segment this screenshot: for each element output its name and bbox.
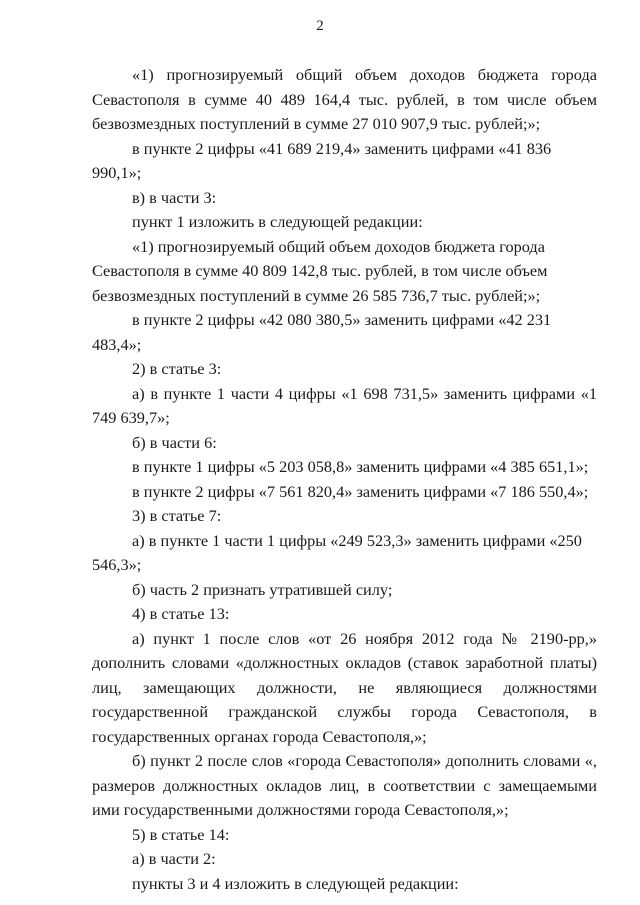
paragraph: а) в части 2: xyxy=(132,849,216,868)
paragraph: пункты 3 и 4 изложить в следующей редакции: xyxy=(132,873,459,893)
paragraph: б) пункт 2 после слов «города Севастополя» дополнить словами «, размеров должностных окладов лиц, в соответствии с замещаемыми ими государственными должностями города Севастополя,»; xyxy=(92,751,597,819)
paragraph: в пункте 2 цифры «41 689 219,4» заменить цифрами «41 836 990,1»; xyxy=(92,138,552,182)
paragraph: пункт 1 изложить в следующей редакции: xyxy=(132,212,423,231)
paragraph: а) пункт 1 после слов «от 26 ноября 2012 года № 2190-рр,» дополнить словами «должностных окладов (ставок заработной платы) лиц, замещающих должности, не являющиеся должностями государственной гражданской службы города Севастополя, в государственных органах города Севастополя,»; xyxy=(92,628,597,746)
paragraph: б) в части 6: xyxy=(132,432,217,452)
paragraph: в пункте 2 цифры «7 561 820,4» заменить цифрами «7 186 550,4»; xyxy=(132,481,589,501)
page-number: 2 xyxy=(316,18,324,34)
document-body xyxy=(92,63,597,896)
paragraph: в) в части 3: xyxy=(132,187,217,207)
paragraph: в пункте 1 цифры «5 203 058,8» заменить цифрами «4 385 651,1»; xyxy=(132,457,589,476)
paragraph: 2) в статье 3: xyxy=(132,359,222,378)
paragraph: а) в пункте 1 части 1 цифры «249 523,3» заменить цифрами «250 546,3»; xyxy=(92,530,582,574)
paragraph: 3) в статье 7: xyxy=(132,506,222,525)
paragraph: 4) в статье 13: xyxy=(132,604,230,623)
paragraph: в пункте 2 цифры «42 080 380,5» заменить цифрами «42 231 483,4»; xyxy=(92,310,552,354)
paragraph: б) часть 2 признать утратившей силу; xyxy=(132,579,393,599)
paragraph: 5) в статье 14: xyxy=(132,824,230,844)
paragraph: а) в пункте 1 части 4 цифры «1 698 731,5» заменить цифрами «1 749 639,7»; xyxy=(92,383,597,427)
paragraph: «1) прогнозируемый общий объем доходов бюджета города Севастополя в сумме 40 489 164,4 тыс. рублей, в том числе объем безвозмездных поступлений в сумме 27 010 907,9 тыс. рублей;»; xyxy=(92,65,597,133)
paragraph: «1) прогнозируемый общий объем доходов бюджета города Севастополя в сумме 40 809 142,8 тыс. рублей, в том числе объем безвозмездных поступлений в сумме 26 585 736,7 тыс. рублей;»; xyxy=(92,236,548,305)
